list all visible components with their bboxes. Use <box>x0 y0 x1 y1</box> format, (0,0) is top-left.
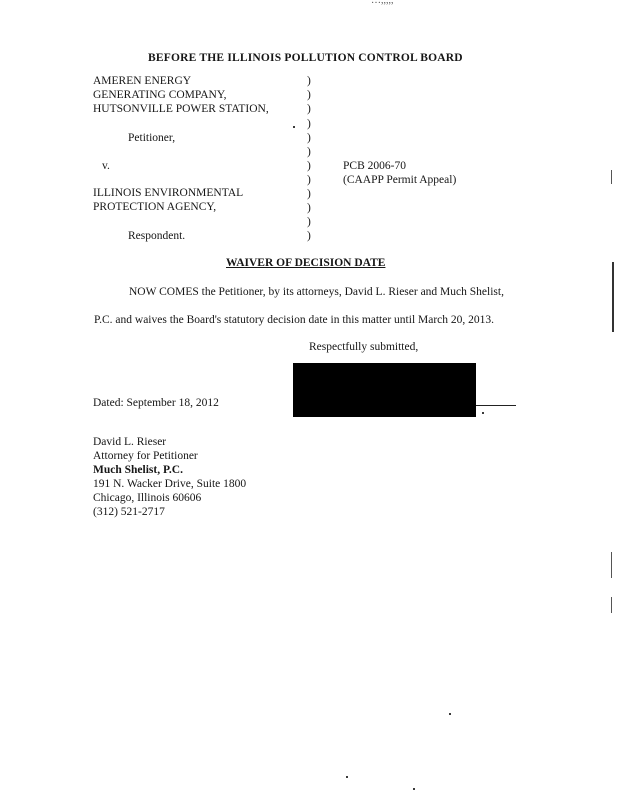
paren-mark: ) <box>307 230 311 242</box>
signature-line <box>476 405 516 406</box>
closing-text: Respectfully submitted, <box>309 341 419 353</box>
header-fragment: …,,,,, <box>371 0 394 6</box>
case-type: (CAAPP Permit Appeal) <box>343 174 457 186</box>
court-title: BEFORE THE ILLINOIS POLLUTION CONTROL BOARD <box>148 52 463 64</box>
body-paragraph-line: NOW COMES the Petitioner, by its attorneys, David L. Rieser and Much Shelist, <box>129 286 504 298</box>
petitioner-line: AMEREN ENERGY <box>93 75 192 87</box>
attorney-role: Attorney for Petitioner <box>93 450 198 462</box>
scan-speck <box>293 126 295 128</box>
paren-mark: ) <box>307 188 311 200</box>
paren-mark: ) <box>307 118 311 130</box>
address-line: 191 N. Wacker Drive, Suite 1800 <box>93 478 247 490</box>
scan-artifact <box>612 262 614 332</box>
respondent-role: Respondent. <box>128 230 186 242</box>
paren-mark: ) <box>307 202 311 214</box>
scan-speck <box>482 412 484 414</box>
paren-mark: ) <box>307 160 311 172</box>
scan-speck <box>413 788 415 790</box>
versus: v. <box>102 160 110 172</box>
respondent-line: ILLINOIS ENVIRONMENTAL <box>93 187 244 199</box>
petitioner-line: HUTSONVILLE POWER STATION, <box>93 103 269 115</box>
scan-artifact <box>611 170 612 184</box>
document-title: WAIVER OF DECISION DATE <box>226 257 386 269</box>
phone-number: (312) 521-2717 <box>93 506 165 518</box>
paren-mark: ) <box>307 146 311 158</box>
scan-artifact <box>611 597 612 613</box>
law-firm-name: Much Shelist, P.C. <box>93 464 183 476</box>
scan-artifact <box>611 552 612 578</box>
scan-speck <box>346 776 348 778</box>
paren-mark: ) <box>307 89 311 101</box>
redacted-signature-block <box>293 363 476 417</box>
date-line: Dated: September 18, 2012 <box>93 397 219 409</box>
respondent-line: PROTECTION AGENCY, <box>93 201 217 213</box>
body-paragraph-line: P.C. and waives the Board's statutory decision date in this matter until March 20, 2013. <box>94 314 495 326</box>
attorney-name: David L. Rieser <box>93 436 167 448</box>
case-number: PCB 2006-70 <box>343 160 406 172</box>
paren-mark: ) <box>307 174 311 186</box>
paren-mark: ) <box>307 75 311 87</box>
address-line: Chicago, Illinois 60606 <box>93 492 202 504</box>
paren-mark: ) <box>307 103 311 115</box>
petitioner-role: Petitioner, <box>128 132 176 144</box>
paren-mark: ) <box>307 132 311 144</box>
petitioner-line: GENERATING COMPANY, <box>93 89 227 101</box>
paren-mark: ) <box>307 216 311 228</box>
scan-speck <box>449 713 451 715</box>
